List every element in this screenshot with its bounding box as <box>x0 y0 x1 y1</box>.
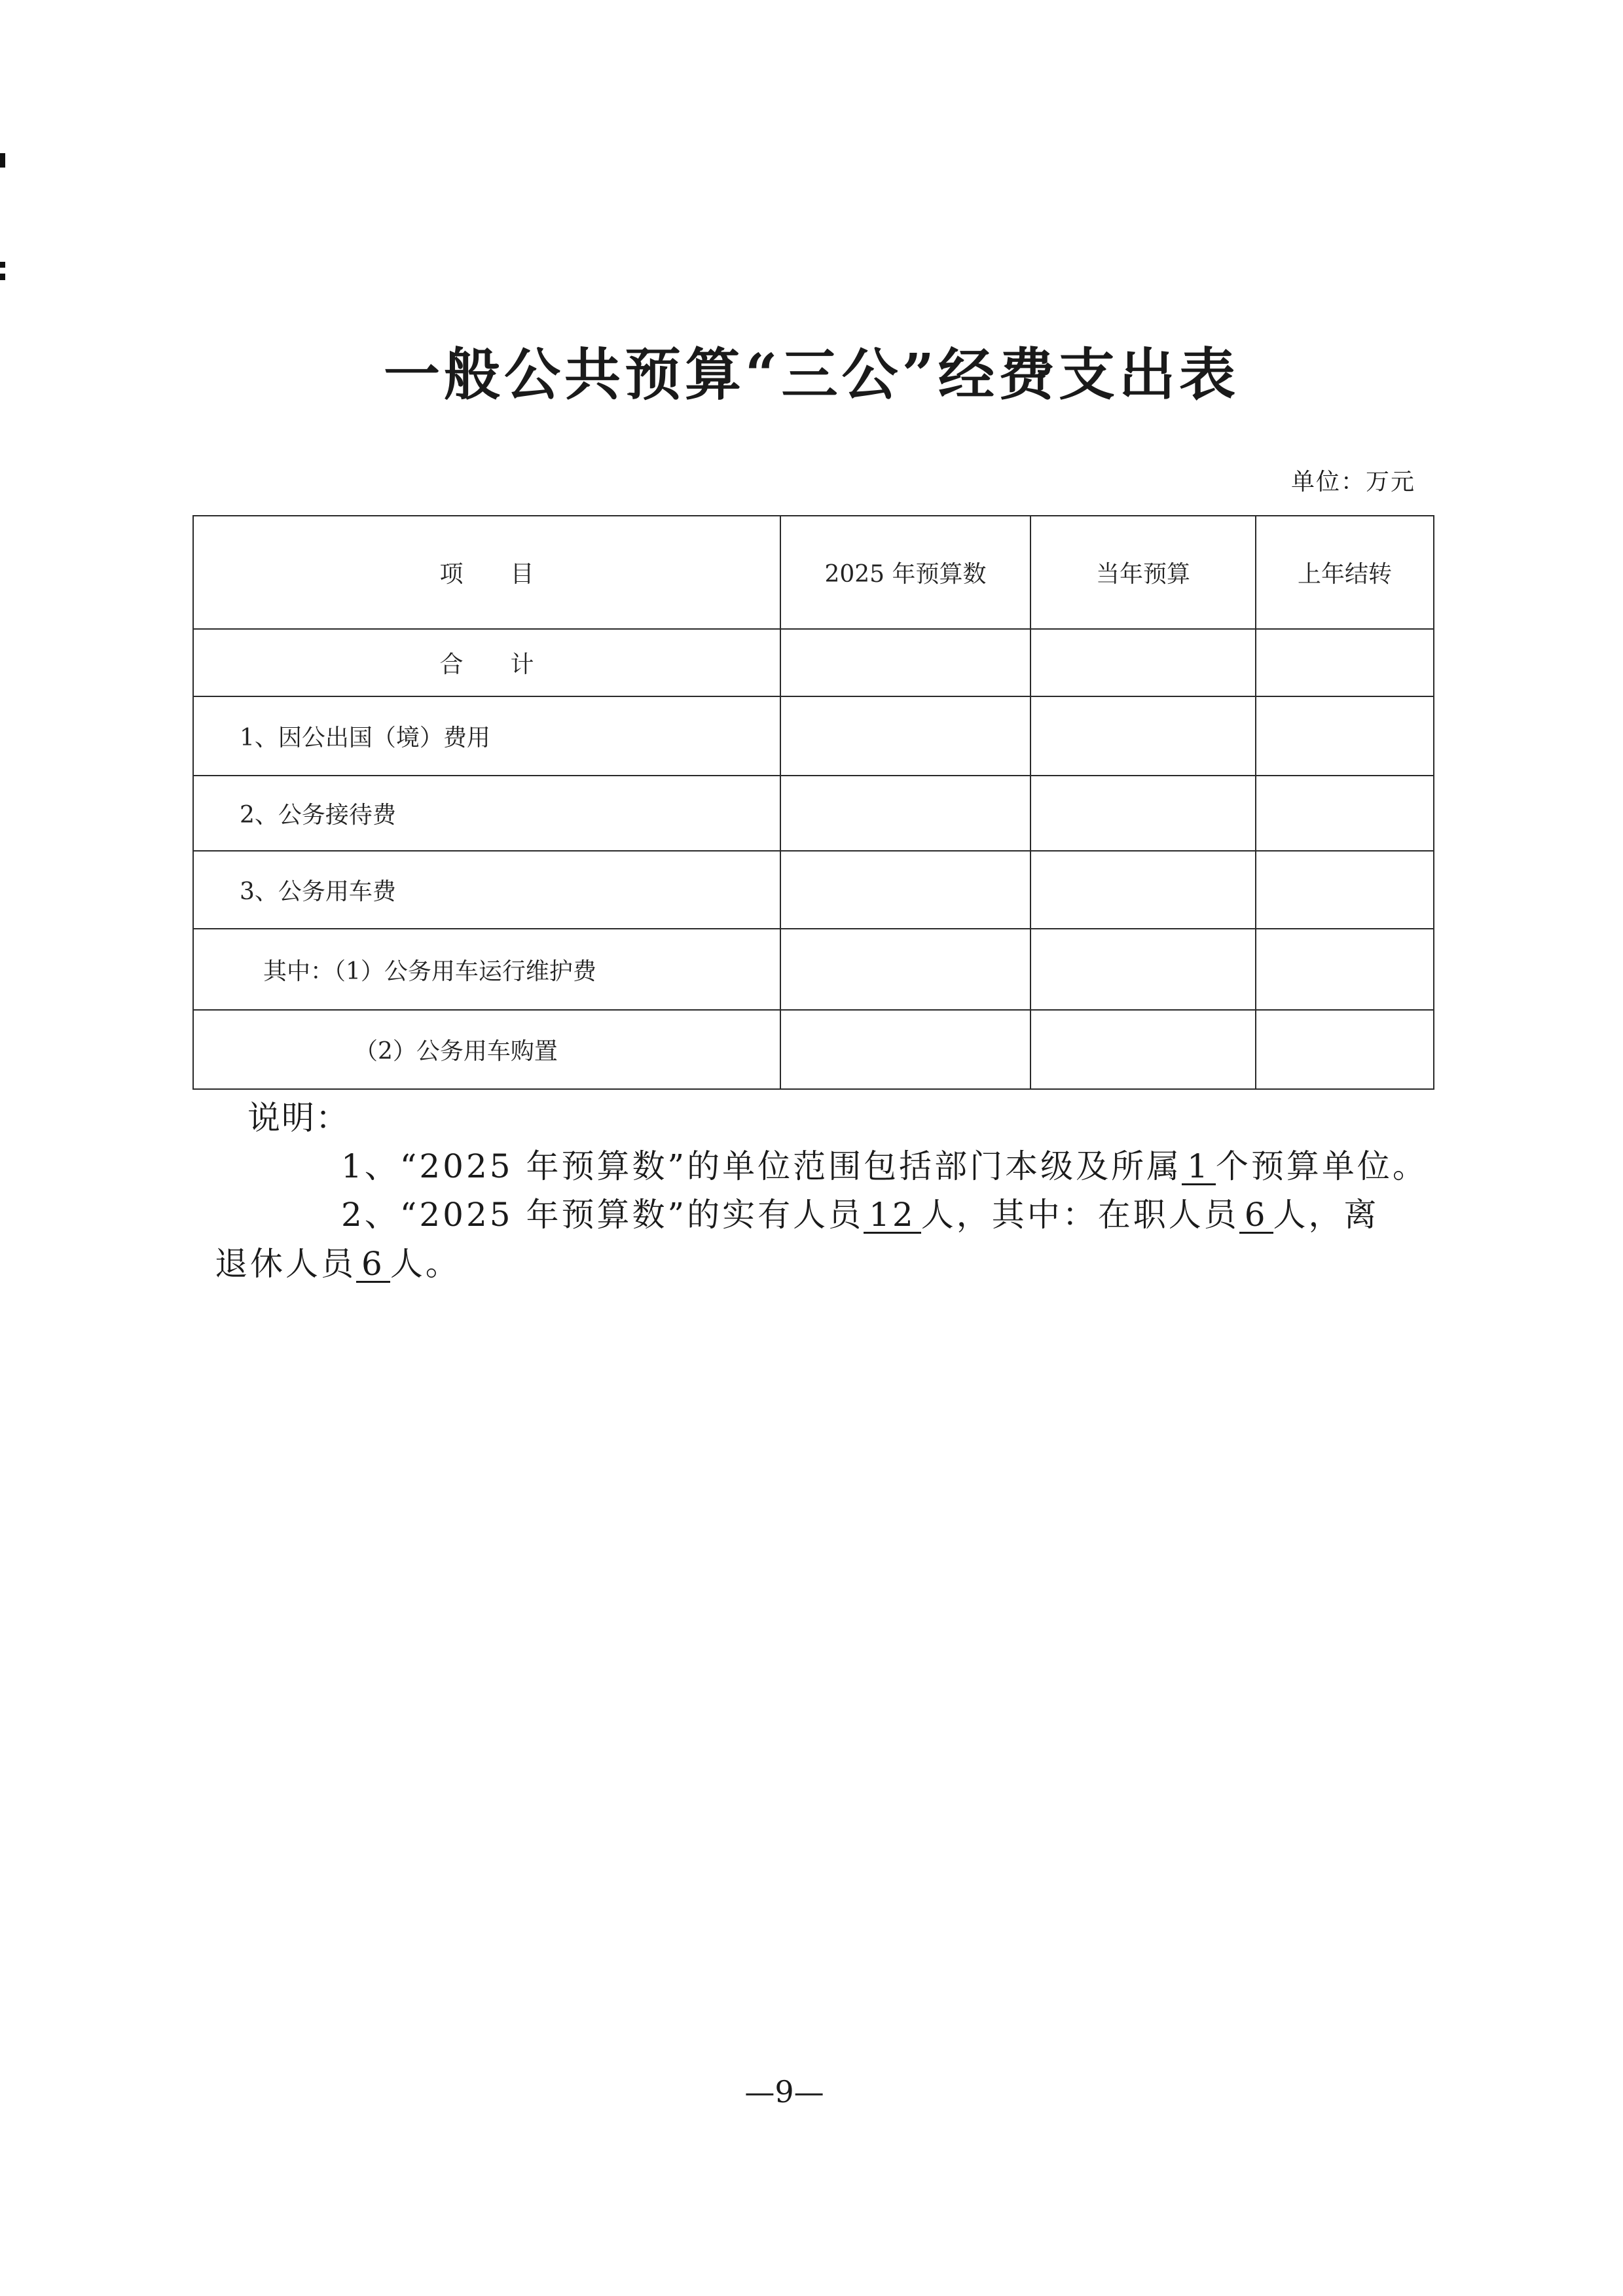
row-label: 2、公务接待费 <box>193 776 780 851</box>
cell-carryover <box>1256 851 1434 929</box>
note-text: 1、“2025 年预算数”的单位范围包括部门本级及所属 <box>341 1147 1182 1185</box>
cell-budget-2025 <box>780 851 1030 929</box>
table-row <box>193 1010 1434 1089</box>
binding-mark <box>0 274 5 280</box>
row-label: 3、公务用车费 <box>193 851 780 929</box>
expenditure-table <box>192 515 1434 1090</box>
cell-current-year-budget <box>1030 776 1256 851</box>
table-row <box>193 629 1434 696</box>
cell-carryover <box>1256 929 1434 1010</box>
header-current-year-budget: 当年预算 <box>1030 516 1256 629</box>
retired-staff-count: 6 <box>356 1247 390 1283</box>
cell-budget-2025 <box>780 929 1030 1010</box>
note-text: 人。 <box>390 1245 461 1283</box>
header-budget-2025: 2025 年预算数 <box>780 516 1030 629</box>
page-number: —9— <box>744 2074 824 2109</box>
cell-current-year-budget <box>1030 1010 1256 1089</box>
note-text: 2、“2025 年预算数”的实有人员 <box>341 1196 864 1234</box>
note-text: 人，离 <box>1273 1196 1379 1234</box>
staff-total-count: 12 <box>864 1198 921 1234</box>
notes-heading: 说明： <box>247 1099 350 1137</box>
page-title: 一般公共预算“三公”经费支出表 <box>384 342 1239 408</box>
budget-unit-count: 1 <box>1182 1149 1216 1185</box>
binding-mark <box>0 262 5 268</box>
cell-budget-2025 <box>780 776 1030 851</box>
row-label: （2）公务用车购置 <box>193 1010 780 1089</box>
header-item: 项 目 <box>193 516 780 629</box>
header-carryover: 上年结转 <box>1256 516 1434 629</box>
cell-current-year-budget <box>1030 629 1256 696</box>
table-row <box>193 851 1434 929</box>
cell-carryover <box>1256 696 1434 776</box>
note-text: 个预算单位。 <box>1215 1147 1428 1185</box>
cell-budget-2025 <box>780 629 1030 696</box>
cell-current-year-budget <box>1030 851 1256 929</box>
cell-budget-2025 <box>780 1010 1030 1089</box>
cell-budget-2025 <box>780 696 1030 776</box>
table-header-row <box>193 516 1434 629</box>
row-label: 1、因公出国（境）费用 <box>193 696 780 776</box>
cell-current-year-budget <box>1030 696 1256 776</box>
table-row <box>193 776 1434 851</box>
note-2 <box>341 1195 1379 1234</box>
binding-mark <box>0 153 5 168</box>
cell-current-year-budget <box>1030 929 1256 1010</box>
note-text: 退休人员 <box>215 1245 356 1283</box>
row-label: 其中：（1）公务用车运行维护费 <box>193 929 780 1010</box>
active-staff-count: 6 <box>1239 1198 1273 1234</box>
note-text: 人，其中：在职人员 <box>921 1196 1239 1234</box>
note-1 <box>341 1147 1428 1186</box>
table-row <box>193 929 1434 1010</box>
unit-label: 单位：万元 <box>1290 469 1415 495</box>
cell-carryover <box>1256 776 1434 851</box>
cell-carryover <box>1256 629 1434 696</box>
row-label-total: 合 计 <box>193 629 780 696</box>
cell-carryover <box>1256 1010 1434 1089</box>
note-2-continued <box>215 1244 461 1283</box>
table-row <box>193 696 1434 776</box>
